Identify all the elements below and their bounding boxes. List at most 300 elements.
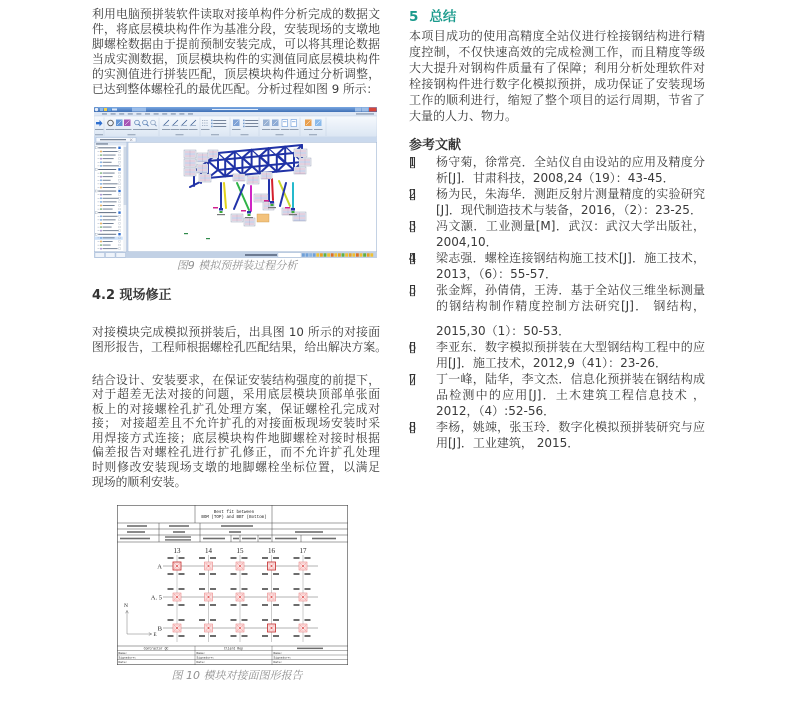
reference-marker: [1] [409,155,411,169]
annotation-box [184,159,196,167]
status-bar [94,252,377,258]
tree-item-label [103,176,113,177]
deviation-value-label [294,635,300,637]
tree-scrollbar-thumb [124,147,127,205]
form-field-text [127,525,147,527]
deviation-value-label [168,619,174,621]
deviation-value-label [242,619,248,621]
form-field-text [312,538,336,540]
close-button-icon [369,108,377,112]
deviation-value-label [305,557,311,559]
signoff-signature-field: Signature: [273,656,292,660]
reference-item [409,419,705,451]
draw-icon-base [190,125,196,126]
bolt-hole-center [271,627,273,629]
toolbar-button-label [115,129,124,130]
anchor-bolt-marker [220,211,223,213]
tree-item-label [103,165,119,166]
toolbar-button-label [314,129,323,130]
signoff-signature-field: Signature: [118,656,137,660]
ribbon-tab-label [111,114,116,115]
reference-line: 用[J]．施工技术，2012,9（41）：23-26． [436,356,668,370]
grid-column-label: 15 [236,547,244,555]
text-line: 已达到整体螺栓孔的最优匹配。分析过程如图 9 所示： [92,82,379,96]
deviation-value-label [179,573,185,575]
text-line: 时则修改安装现场支墩的地脚螺栓坐标位置，以满足 [92,460,380,475]
page-icon-line [292,122,296,123]
tree-expand-icon [95,233,97,235]
tree-item-label [103,183,118,184]
text-line: 大量的人力、物力。 [409,109,518,123]
deviation-value-label [231,573,237,575]
deviation-value-label [273,573,279,575]
deviation-value-label [242,635,248,637]
text-line: 大大提升对钢构件质量有了保障；利用分析处理软件对 [409,61,705,75]
status-toolbar-icon [309,253,312,256]
deviation-value-label [179,635,185,637]
tree-item-label [103,237,115,238]
reference-item [409,371,705,419]
deviation-value-label [231,635,237,637]
signoff-header-client: Client Rep [223,646,244,651]
deviation-value-label [294,604,300,606]
text-line: 偏差报告对螺栓孔进行扩孔修正，而不允许扩孔处理 [92,445,380,460]
panel-tab-2 [106,253,116,257]
deviation-value-label [199,588,205,590]
support-node-tag [264,200,269,202]
reference-line: 李杨，姚竦，张玉玲．数字化模拟预拼装研究与应 [436,420,705,434]
anchor-bolt-marker [248,214,251,216]
status-toolbar-icon [316,253,319,256]
reference-list [409,154,705,451]
quick-save-icon [100,108,103,111]
deviation-value-label [168,604,174,606]
text-line: 现场的顺利安装。 [92,474,187,489]
text-line: 接； 对接超差且不允许扩孔的对接面板现场安装时采 [92,416,380,431]
bolt-hole-center [208,565,210,567]
tree-node-icon [100,198,102,200]
bolt-hole-center [302,596,304,598]
deviation-value-label [305,588,311,590]
references-heading: 参考文献 [409,138,462,153]
annotation-box [231,214,243,222]
form-field-text [165,539,191,540]
annotation-box [184,150,196,158]
tree-node-icon [100,205,102,207]
toolbar-button-label [133,129,142,130]
support-node [219,208,223,211]
status-text [245,254,277,256]
reference-line: 用[J]．工业建筑， 2015． [436,436,580,450]
form-field-text [221,525,253,527]
status-toolbar-icon [338,253,341,256]
tree-item-label [103,248,118,249]
support-node-tag [213,207,218,209]
tree-item-label [103,241,113,242]
tree-node-icon [100,165,102,167]
deviation-value-label [273,635,279,637]
deviation-value-label [305,635,311,637]
maximize-button-icon [362,108,369,112]
reference-item [409,250,705,282]
tree-node-icon [100,180,102,182]
reference-line: 杨为民，朱海华．测距反射片测量精度的实验研究 [436,187,705,201]
support-node-label [245,217,253,218]
tree-node-icon [100,248,102,250]
status-toolbar-icon [342,253,345,256]
toolbar-button-label [271,129,280,130]
text-line: 结合设计、安装要求，在保证安装结构强度的前提下， [92,372,380,387]
signoff-date-field: Date: [118,661,128,664]
draw-icon-base [181,125,187,126]
support-node [247,211,251,214]
ribbon-tab-label [145,114,150,115]
section-heading-4-2: 4.2 现场修正 [92,288,172,303]
support-node-label [217,214,225,215]
tree-node-icon [100,194,102,196]
annotation-box [299,158,311,166]
tree-node-icon [100,244,102,246]
ribbon-tab-label [136,114,141,115]
tree-item-label [103,219,116,220]
bolt-hole-center [271,596,273,598]
paragraph-summary [409,28,705,124]
tree-checkbox-icon [118,233,120,235]
status-toolbar-icon [352,253,355,256]
tree-item-label [103,162,112,163]
tree-node-icon [100,151,102,153]
paragraph-simulation-analysis [92,7,380,97]
ribbon-background [94,116,377,137]
reference-line: 2015,30（1）：50-53． [436,324,571,338]
deviation-value-label [242,557,248,559]
tree-node-icon [100,201,102,203]
tree-expand-icon [95,190,97,192]
status-toolbar-icon [313,253,316,256]
tree-panel-header-label [96,144,108,145]
deviation-value-label [210,557,216,559]
form-field-text [242,538,256,540]
ribbon-tab-label [162,114,167,115]
option-icon [243,126,245,128]
tree-item-label [103,230,119,231]
text-line: 的实测值进行拼装匹配，顶层模块构件通过分析调整， [92,67,380,81]
status-toolbar-icon [360,253,363,256]
toolbar-button-label [304,129,313,130]
toolbar-button-label [232,129,241,130]
deviation-value-label [231,619,237,621]
reference-line: 2013，（6）：55-57． [436,267,558,281]
text-line: 图形报告，工程师根据螺栓孔匹配结果，给出解决方案。 [92,340,387,354]
toolbar-button-label [123,129,132,130]
deviation-value-label [294,619,300,621]
reference-line: 杨守菊，徐常亮．全站仪自由设站的应用及精度分 [436,155,705,169]
toolbar-lines-icon [211,120,226,128]
deviation-value-label [294,557,300,559]
reference-line: 李亚东．数字模拟预拼装在大型钢结构工程中的应 [436,340,705,354]
signoff-date-field: Date: [273,661,283,664]
status-toolbar-icon [302,253,305,256]
reference-line: 丁一峰，陆华，李文杰．信息化预拼装在钢结构成 [436,372,705,386]
deviation-value-label [199,573,205,575]
reference-line: 梁志强．螺栓连接钢结构施工技术[J]．施工技术， [436,251,705,265]
tree-item-label [103,151,118,152]
deviation-value-label [273,588,279,590]
deviation-value-label [231,604,237,606]
toolbar-button-label [162,129,171,130]
deviation-value-label [262,619,268,621]
deviation-value-label [305,604,311,606]
bolt-hole-center [239,565,241,567]
bolt-hole-center [208,596,210,598]
toolbar-button-label [149,129,158,130]
ribbon-group-label [95,134,103,135]
annotation-box [294,167,306,174]
tree-node-icon [100,219,102,221]
ribbon-tab-label [171,114,176,115]
deviation-value-label [262,635,268,637]
deviation-value-label [305,573,311,575]
tree-group-label [98,212,116,213]
toolbar-button-label [281,129,290,130]
section-5-heading [409,9,456,25]
tree-group-label [98,234,116,235]
app-title-bar [94,107,377,112]
bolt-hole-center [176,596,178,598]
annotation-box [184,168,196,176]
tree-expand-icon [95,147,97,149]
tree-group-label [98,169,116,170]
text-line: 栓接钢构件进行数字化模拟预拼，成功保证了安装现场 [409,77,705,91]
tree-node-icon [100,208,102,210]
anchor-bolt-marker [271,204,274,206]
tree-item-label [103,245,111,246]
deviation-value-label [273,619,279,621]
toolbar-button-label [180,129,189,130]
form-field-text [169,525,189,527]
bolt-hole-center [176,565,178,567]
signoff-name-field: Name: [196,652,206,655]
deviation-value-label [210,604,216,606]
paragraph-report-output [92,325,387,355]
tree-node-icon [100,237,102,239]
document-tab-bar [94,137,377,142]
deviation-value-label [262,573,268,575]
annotation-box [294,149,307,157]
signoff-signature-field: Signature: [196,656,215,660]
status-toolbar-icon [349,253,352,256]
figure-9-caption: 图9 模拟预拼装过程分析 [176,259,298,272]
form-field-text [229,531,241,533]
toolbar-button-label [106,129,115,130]
support-node-tag [241,210,246,212]
tree-item-label [103,227,112,228]
bolt-hole-center [239,627,241,629]
deviation-value-label [168,635,174,637]
ribbon-tab-label [119,114,124,115]
section-title: 总结 [429,9,457,25]
reference-marker: [6] [409,340,411,354]
tree-node-icon [100,241,102,243]
text-line: 本项目成功的使用高精度全站仪进行栓接钢结构进行精 [409,29,705,43]
text-line: 当成实测数据，顶层模块构件的实测值同底层模块构件 [92,52,380,66]
deviation-value-label [210,635,216,637]
text-line: 对接模块完成模拟预拼装后，出具图 10 所示的对接面 [92,325,380,339]
text-line: 利用电脑预拼装软件读取对接单构件分析完成的数据文 [92,7,380,21]
draw-icon-base [163,125,169,126]
tree-item-label [103,198,119,199]
deviation-value-label [273,557,279,559]
deviation-value-label [262,588,268,590]
ribbon-group-label [241,134,249,135]
ground-marker [184,233,188,234]
ribbon-toolbar [94,116,377,137]
document-tab-label [100,139,126,140]
ribbon-tab-label [128,114,133,115]
text-line: 板上的对接螺栓孔扩孔处理方案，保证螺栓孔完成对 [92,401,380,416]
support-node [291,208,295,211]
option-label [213,123,226,124]
option-label [213,120,226,121]
deviation-value-label [242,588,248,590]
grid-row-label: A. 5 [150,594,162,602]
reference-line: 2004,10． [436,235,498,249]
tree-item-label [103,187,116,188]
page-icon [282,120,288,127]
magnifier-icon [135,120,140,125]
tree-node-icon [100,158,102,160]
form-field-text [233,538,239,540]
tree-node-icon [100,162,102,164]
grid-column-label: 17 [299,547,307,555]
paragraph-onsite-correction [92,373,380,490]
app-logo-icon [95,108,99,112]
page-icon [291,120,297,127]
signoff-header-third-party [297,648,323,650]
signoff-date-field: Date: [196,661,206,664]
option-icon [211,123,213,125]
tree-node-icon [100,154,102,156]
deviation-value-label [179,604,185,606]
status-input-box [278,253,301,257]
support-node [270,201,274,204]
tree-item-label [103,180,111,181]
option-icon [243,120,245,122]
annotation-box [208,150,218,158]
panel-tab-3 [116,253,126,257]
annotation-box [197,164,208,173]
tree-checkbox-icon [118,168,120,170]
status-toolbar-icon [320,253,323,256]
bolt-hole-center [239,596,241,598]
option-icon [211,126,213,128]
tree-node-icon [100,226,102,228]
status-toolbar-icon [331,253,334,256]
page-icon-line [283,122,287,123]
annotation-box [261,172,272,179]
tree-node-icon [100,187,102,189]
model-tree-panel [94,142,126,251]
text-line: 度控制，不仅快速高效的完成检测工作，而且精度等级 [409,45,705,59]
deviation-value-label [305,619,311,621]
steel-brace [272,179,273,200]
quick-access-menu-icon [112,109,117,111]
ribbon-tab-label [154,114,159,115]
deviation-value-label [210,573,216,575]
status-toolbar-icon [370,253,373,256]
text-line: 件，将底层模块构件作为基准分段，安装现场的支墩地 [92,22,380,36]
tree-node-icon [100,223,102,225]
quick-undo-icon [104,108,107,111]
annotation-box [233,174,245,181]
highlighted-annotation-box [257,214,269,222]
reference-marker: [7] [409,372,411,386]
reference-item [409,218,705,250]
annotation-box [247,176,259,184]
tree-node-icon [100,216,102,218]
deviation-value-label [262,557,268,559]
option-icon [211,120,213,122]
grid-row-label: B [157,625,162,633]
tree-item-label [103,209,113,210]
anchor-bolt-marker [292,211,295,213]
tree-item-label [103,205,115,206]
deviation-value-label [168,573,174,575]
deviation-value-label [294,573,300,575]
signoff-name-field: Name: [273,652,283,655]
deviation-value-label [210,588,216,590]
deviation-value-label [168,557,174,559]
deviation-value-label [179,588,185,590]
deviation-value-label [199,557,205,559]
bolt-hole-center [271,565,273,567]
document-tab-bar-background [94,137,377,142]
ribbon-group-label [309,134,317,135]
reference-item [409,339,705,371]
reference-line: 品检测中的应用[J]．土木建筑工程信息技术 ， [436,388,705,402]
option-label [213,126,226,127]
tree-item-label [103,173,115,174]
form-field-text [173,531,185,533]
toolbar-button-label [141,129,150,130]
magnifier-icon [143,120,148,125]
compass-east-label: E [153,633,157,638]
grid-column-label: 16 [268,547,275,555]
toolbar-button-label [189,129,198,130]
reference-marker: [5] [409,283,411,297]
reference-marker: [8] [409,420,411,434]
reference-item [409,154,705,186]
grid-column-label: 14 [205,547,212,555]
minimize-button-icon [355,108,362,112]
tree-item-label [103,158,114,159]
tree-node-icon [100,172,102,174]
reference-marker: [2] [409,187,411,201]
ribbon-tab-label [102,114,107,115]
reference-line: 2012，（4）:52-56． [436,404,556,418]
toolbar-button-label [201,129,210,130]
reference-line: 析[J]．甘肃科技，2008,24（19）：43-45． [436,171,675,185]
ribbon-group-label [211,134,219,135]
option-label [245,126,258,127]
reference-line: [J]．现代制造技术与装备，2016，（2）：23-25． [436,203,702,217]
deviation-value-label [231,557,237,559]
context-tab-highlight [132,108,146,112]
tree-item-label [103,223,114,224]
tree-item-label [103,155,116,156]
support-node-label [268,207,276,208]
reference-line: 张金辉，孙倩倩，王涛．基于全站仪三维坐标测量 [436,283,705,297]
